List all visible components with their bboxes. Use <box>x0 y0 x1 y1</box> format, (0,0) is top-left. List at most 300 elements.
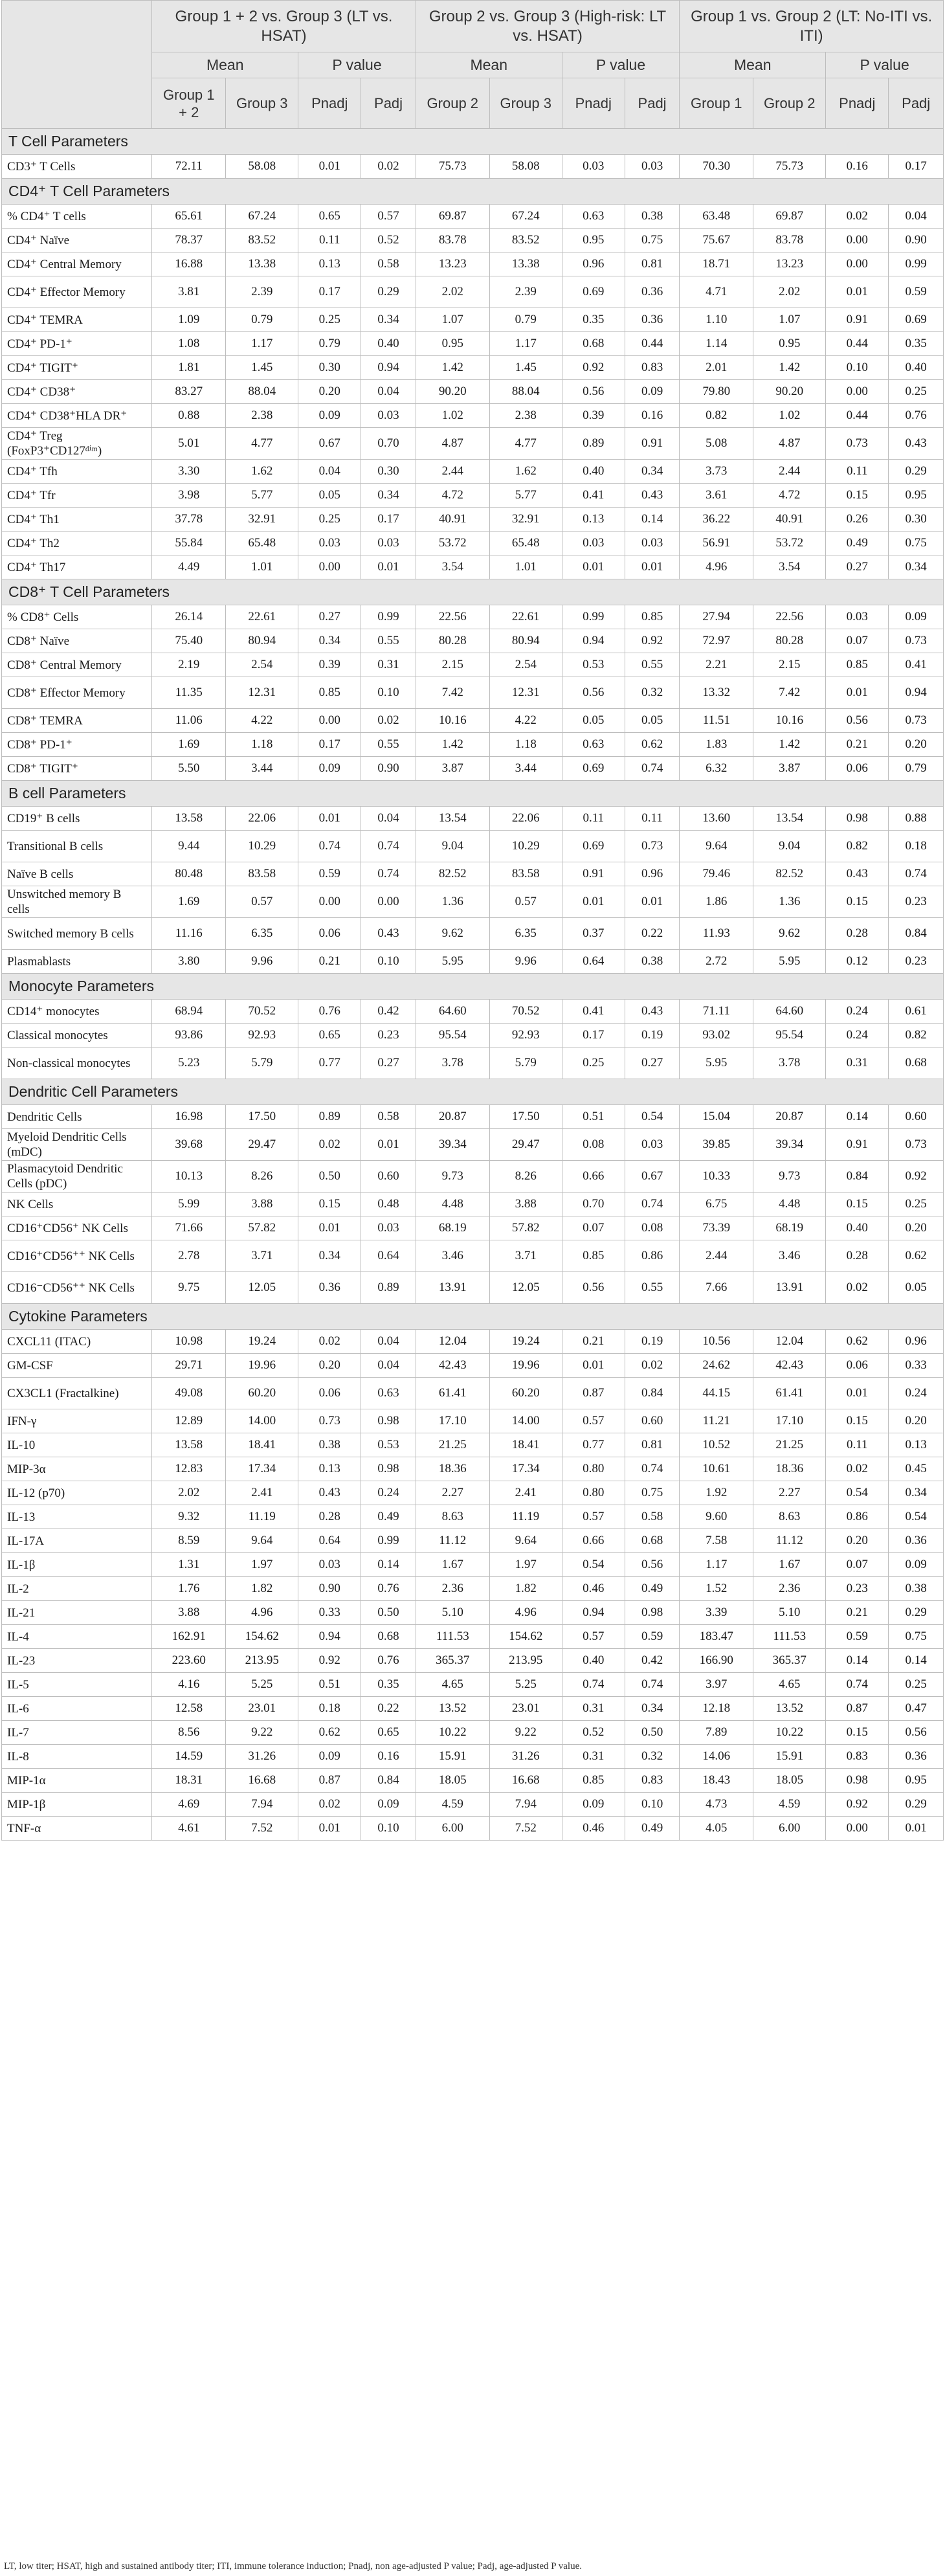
value-cell: 4.77 <box>226 428 298 460</box>
row-label: CD8⁺ Naïve <box>2 629 152 653</box>
value-cell: 0.01 <box>298 155 361 179</box>
value-cell: 0.04 <box>361 1330 416 1354</box>
value-cell: 2.39 <box>226 276 298 308</box>
value-cell: 0.01 <box>625 886 679 918</box>
value-cell: 20.87 <box>416 1105 489 1129</box>
value-cell: 0.38 <box>889 1577 944 1601</box>
table-row <box>2 155 944 179</box>
value-cell: 72.97 <box>680 629 753 653</box>
value-cell: 0.59 <box>889 276 944 308</box>
subheader-cell: Group 1 <box>680 78 753 129</box>
value-cell: 0.74 <box>625 1457 679 1481</box>
value-cell: 3.54 <box>753 555 826 579</box>
table-row <box>2 1024 944 1047</box>
value-cell: 0.31 <box>562 1745 625 1769</box>
value-cell: 0.55 <box>361 733 416 757</box>
value-cell: 3.97 <box>680 1673 753 1697</box>
value-cell: 0.34 <box>625 1697 679 1721</box>
value-cell: 0.69 <box>562 276 625 308</box>
value-cell: 0.25 <box>562 1047 625 1079</box>
table-row <box>2 831 944 862</box>
value-cell: 0.04 <box>361 807 416 831</box>
value-cell: 0.04 <box>361 1354 416 1378</box>
value-cell: 0.54 <box>562 1553 625 1577</box>
value-cell: 0.39 <box>562 404 625 428</box>
value-cell: 11.19 <box>226 1505 298 1529</box>
value-cell: 0.67 <box>625 1161 679 1193</box>
value-cell: 0.74 <box>826 1673 889 1697</box>
value-cell: 0.03 <box>361 532 416 555</box>
value-cell: 0.73 <box>298 1409 361 1433</box>
value-cell: 70.30 <box>680 155 753 179</box>
value-cell: 0.62 <box>889 1240 944 1272</box>
value-cell: 39.34 <box>753 1129 826 1161</box>
value-cell: 0.94 <box>562 1601 625 1625</box>
value-cell: 0.53 <box>562 653 625 677</box>
subheader-cell: Group 2 <box>416 78 489 129</box>
value-cell: 17.34 <box>226 1457 298 1481</box>
value-cell: 183.47 <box>680 1625 753 1649</box>
value-cell: 0.39 <box>298 653 361 677</box>
table-row <box>2 404 944 428</box>
value-cell: 0.10 <box>361 950 416 974</box>
value-cell: 0.68 <box>361 1625 416 1649</box>
value-cell: 0.13 <box>562 508 625 532</box>
value-cell: 0.34 <box>889 1481 944 1505</box>
value-cell: 2.38 <box>489 404 562 428</box>
value-cell: 0.68 <box>889 1047 944 1079</box>
value-cell: 80.94 <box>226 629 298 653</box>
value-cell: 2.39 <box>489 276 562 308</box>
value-cell: 58.08 <box>489 155 562 179</box>
value-cell: 11.21 <box>680 1409 753 1433</box>
subheader-cell: Pnadj <box>298 78 361 129</box>
value-cell: 0.79 <box>298 332 361 356</box>
value-cell: 0.02 <box>826 1272 889 1304</box>
value-cell: 78.37 <box>152 229 226 252</box>
value-cell: 0.95 <box>889 484 944 508</box>
value-cell: 0.90 <box>298 1577 361 1601</box>
table-row <box>2 733 944 757</box>
value-cell: 2.54 <box>226 653 298 677</box>
value-cell: 2.54 <box>489 653 562 677</box>
table-row <box>2 1649 944 1673</box>
value-cell: 2.36 <box>753 1577 826 1601</box>
row-label: CD4⁺ Effector Memory <box>2 276 152 308</box>
value-cell: 3.78 <box>753 1047 826 1079</box>
value-cell: 12.31 <box>226 677 298 709</box>
value-cell: 0.29 <box>361 276 416 308</box>
value-cell: 0.74 <box>625 757 679 781</box>
value-cell: 13.54 <box>416 807 489 831</box>
value-cell: 5.25 <box>489 1673 562 1697</box>
value-cell: 65.48 <box>226 532 298 555</box>
value-cell: 18.71 <box>680 252 753 276</box>
value-cell: 5.95 <box>680 1047 753 1079</box>
row-label: CD4⁺ CD38⁺ <box>2 380 152 404</box>
value-cell: 80.28 <box>416 629 489 653</box>
value-cell: 0.27 <box>625 1047 679 1079</box>
value-cell: 7.42 <box>753 677 826 709</box>
value-cell: 0.01 <box>361 555 416 579</box>
value-cell: 73.39 <box>680 1216 753 1240</box>
value-cell: 83.78 <box>416 229 489 252</box>
value-cell: 9.64 <box>489 1529 562 1553</box>
row-label: Transitional B cells <box>2 831 152 862</box>
value-cell: 3.81 <box>152 276 226 308</box>
value-cell: 75.73 <box>753 155 826 179</box>
value-cell: 0.98 <box>361 1409 416 1433</box>
value-cell: 0.28 <box>826 1240 889 1272</box>
value-cell: 0.90 <box>361 757 416 781</box>
value-cell: 0.01 <box>562 886 625 918</box>
value-cell: 5.99 <box>152 1193 226 1216</box>
value-cell: 0.34 <box>298 1240 361 1272</box>
value-cell: 0.74 <box>889 862 944 886</box>
value-cell: 3.46 <box>416 1240 489 1272</box>
value-cell: 0.64 <box>361 1240 416 1272</box>
value-cell: 4.48 <box>416 1193 489 1216</box>
value-cell: 0.05 <box>562 709 625 733</box>
value-cell: 2.78 <box>152 1240 226 1272</box>
value-cell: 42.43 <box>416 1354 489 1378</box>
value-cell: 2.15 <box>416 653 489 677</box>
row-label: % CD4⁺ T cells <box>2 205 152 229</box>
value-cell: 0.58 <box>361 1105 416 1129</box>
value-cell: 7.66 <box>680 1272 753 1304</box>
value-cell: 0.92 <box>298 1649 361 1673</box>
value-cell: 13.32 <box>680 677 753 709</box>
value-cell: 80.94 <box>489 629 562 653</box>
value-cell: 2.44 <box>753 460 826 484</box>
value-cell: 9.96 <box>226 950 298 974</box>
table-row <box>2 1697 944 1721</box>
value-cell: 0.94 <box>889 677 944 709</box>
value-cell: 0.83 <box>826 1745 889 1769</box>
value-cell: 8.56 <box>152 1721 226 1745</box>
value-cell: 0.00 <box>826 1817 889 1841</box>
value-cell: 2.02 <box>416 276 489 308</box>
value-cell: 0.09 <box>298 1745 361 1769</box>
value-cell: 29.71 <box>152 1354 226 1378</box>
value-cell: 0.68 <box>625 1529 679 1553</box>
value-cell: 29.47 <box>489 1129 562 1161</box>
value-cell: 0.57 <box>562 1505 625 1529</box>
value-cell: 0.20 <box>889 1216 944 1240</box>
value-cell: 6.35 <box>489 918 562 950</box>
value-cell: 6.32 <box>680 757 753 781</box>
value-cell: 0.06 <box>298 918 361 950</box>
table-row <box>2 1000 944 1024</box>
value-cell: 0.91 <box>826 308 889 332</box>
value-cell: 0.24 <box>826 1000 889 1024</box>
value-cell: 0.19 <box>625 1024 679 1047</box>
value-cell: 0.40 <box>361 332 416 356</box>
value-cell: 0.27 <box>298 605 361 629</box>
value-cell: 0.24 <box>361 1481 416 1505</box>
value-cell: 5.10 <box>416 1601 489 1625</box>
value-cell: 0.05 <box>889 1272 944 1304</box>
value-cell: 44.15 <box>680 1378 753 1409</box>
value-cell: 2.27 <box>753 1481 826 1505</box>
table-row <box>2 508 944 532</box>
value-cell: 1.62 <box>489 460 562 484</box>
value-cell: 0.09 <box>562 1793 625 1817</box>
header-mean-2: Mean <box>416 52 562 78</box>
header-group-comparison-3: Group 1 vs. Group 2 (LT: No-ITI vs. ITI) <box>680 1 944 52</box>
value-cell: 6.00 <box>416 1817 489 1841</box>
value-cell: 9.60 <box>680 1505 753 1529</box>
value-cell: 0.79 <box>226 308 298 332</box>
value-cell: 14.59 <box>152 1745 226 1769</box>
value-cell: 9.04 <box>416 831 489 862</box>
value-cell: 17.10 <box>753 1409 826 1433</box>
value-cell: 0.12 <box>826 950 889 974</box>
value-cell: 4.48 <box>753 1193 826 1216</box>
value-cell: 55.84 <box>152 532 226 555</box>
subheader-cell: Pnadj <box>562 78 625 129</box>
value-cell: 0.10 <box>361 677 416 709</box>
value-cell: 2.38 <box>226 404 298 428</box>
value-cell: 0.05 <box>298 484 361 508</box>
value-cell: 111.53 <box>753 1625 826 1649</box>
value-cell: 93.02 <box>680 1024 753 1047</box>
table-row <box>2 356 944 380</box>
value-cell: 1.08 <box>152 332 226 356</box>
table-row <box>2 1354 944 1378</box>
value-cell: 0.45 <box>889 1457 944 1481</box>
value-cell: 0.09 <box>889 1553 944 1577</box>
value-cell: 60.20 <box>226 1378 298 1409</box>
value-cell: 0.31 <box>826 1047 889 1079</box>
table-body <box>2 129 944 1841</box>
value-cell: 0.29 <box>889 460 944 484</box>
value-cell: 0.17 <box>361 508 416 532</box>
value-cell: 1.36 <box>753 886 826 918</box>
value-cell: 5.79 <box>226 1047 298 1079</box>
value-cell: 0.48 <box>361 1193 416 1216</box>
value-cell: 3.73 <box>680 460 753 484</box>
row-label: GM-CSF <box>2 1354 152 1378</box>
value-cell: 1.07 <box>416 308 489 332</box>
value-cell: 1.17 <box>680 1553 753 1577</box>
value-cell: 0.34 <box>889 555 944 579</box>
table-row <box>2 1272 944 1304</box>
value-cell: 0.02 <box>298 1793 361 1817</box>
value-cell: 5.95 <box>753 950 826 974</box>
row-label: Non-classical monocytes <box>2 1047 152 1079</box>
subheader-cell: Padj <box>625 78 679 129</box>
section-title: Monocyte Parameters <box>2 974 944 1000</box>
value-cell: 1.67 <box>416 1553 489 1577</box>
value-cell: 0.65 <box>361 1721 416 1745</box>
value-cell: 4.77 <box>489 428 562 460</box>
value-cell: 0.07 <box>562 1216 625 1240</box>
value-cell: 0.84 <box>361 1769 416 1793</box>
value-cell: 18.31 <box>152 1769 226 1793</box>
table-row <box>2 1553 944 1577</box>
value-cell: 11.16 <box>152 918 226 950</box>
value-cell: 13.91 <box>416 1272 489 1304</box>
value-cell: 2.19 <box>152 653 226 677</box>
value-cell: 2.36 <box>416 1577 489 1601</box>
value-cell: 0.28 <box>298 1505 361 1529</box>
value-cell: 1.62 <box>226 460 298 484</box>
value-cell: 82.52 <box>753 862 826 886</box>
value-cell: 0.85 <box>562 1769 625 1793</box>
row-label: CD8⁺ TIGIT⁺ <box>2 757 152 781</box>
value-cell: 0.98 <box>826 1769 889 1793</box>
value-cell: 11.93 <box>680 918 753 950</box>
value-cell: 4.59 <box>416 1793 489 1817</box>
value-cell: 4.61 <box>152 1817 226 1841</box>
value-cell: 5.25 <box>226 1673 298 1697</box>
value-cell: 0.99 <box>361 605 416 629</box>
value-cell: 0.03 <box>625 155 679 179</box>
table-row <box>2 1721 944 1745</box>
value-cell: 0.66 <box>562 1529 625 1553</box>
row-label: Unswitched memory B cells <box>2 886 152 918</box>
value-cell: 4.16 <box>152 1673 226 1697</box>
value-cell: 2.02 <box>753 276 826 308</box>
value-cell: 0.74 <box>562 1673 625 1697</box>
table-row <box>2 605 944 629</box>
value-cell: 0.32 <box>625 1745 679 1769</box>
value-cell: 0.23 <box>826 1577 889 1601</box>
value-cell: 3.80 <box>152 950 226 974</box>
value-cell: 0.85 <box>298 677 361 709</box>
value-cell: 0.01 <box>889 1817 944 1841</box>
value-cell: 2.02 <box>152 1481 226 1505</box>
header-group-comparison-1: Group 1 + 2 vs. Group 3 (LT vs. HSAT) <box>152 1 416 52</box>
value-cell: 13.58 <box>152 807 226 831</box>
value-cell: 3.78 <box>416 1047 489 1079</box>
value-cell: 0.73 <box>625 831 679 862</box>
value-cell: 79.46 <box>680 862 753 886</box>
value-cell: 0.14 <box>625 508 679 532</box>
table-row <box>2 677 944 709</box>
value-cell: 83.52 <box>226 229 298 252</box>
value-cell: 10.52 <box>680 1433 753 1457</box>
value-cell: 0.52 <box>361 229 416 252</box>
value-cell: 9.64 <box>680 831 753 862</box>
value-cell: 17.34 <box>489 1457 562 1481</box>
row-label: CD4⁺ Central Memory <box>2 252 152 276</box>
value-cell: 0.03 <box>826 605 889 629</box>
value-cell: 12.31 <box>489 677 562 709</box>
section-header-row <box>2 1304 944 1330</box>
value-cell: 0.36 <box>625 308 679 332</box>
value-cell: 3.44 <box>226 757 298 781</box>
value-cell: 2.44 <box>680 1240 753 1272</box>
value-cell: 0.06 <box>298 1378 361 1409</box>
value-cell: 0.30 <box>889 508 944 532</box>
value-cell: 0.01 <box>826 1378 889 1409</box>
value-cell: 22.56 <box>416 605 489 629</box>
header-group-comparison-2: Group 2 vs. Group 3 (High-risk: LT vs. HSAT) <box>416 1 680 52</box>
value-cell: 23.01 <box>226 1697 298 1721</box>
value-cell: 0.01 <box>361 1129 416 1161</box>
value-cell: 57.82 <box>226 1216 298 1240</box>
value-cell: 0.11 <box>562 807 625 831</box>
value-cell: 1.14 <box>680 332 753 356</box>
value-cell: 18.41 <box>489 1433 562 1457</box>
value-cell: 3.88 <box>152 1601 226 1625</box>
value-cell: 0.04 <box>889 205 944 229</box>
row-label: Plasmablasts <box>2 950 152 974</box>
value-cell: 0.17 <box>298 733 361 757</box>
value-cell: 3.39 <box>680 1601 753 1625</box>
value-cell: 0.00 <box>298 709 361 733</box>
value-cell: 1.86 <box>680 886 753 918</box>
value-cell: 0.69 <box>889 308 944 332</box>
value-cell: 3.54 <box>416 555 489 579</box>
value-cell: 4.96 <box>489 1601 562 1625</box>
value-cell: 0.88 <box>889 807 944 831</box>
value-cell: 13.38 <box>226 252 298 276</box>
value-cell: 0.29 <box>889 1793 944 1817</box>
value-cell: 60.20 <box>489 1378 562 1409</box>
value-cell: 0.35 <box>361 1673 416 1697</box>
value-cell: 10.22 <box>753 1721 826 1745</box>
value-cell: 64.60 <box>416 1000 489 1024</box>
value-cell: 0.76 <box>361 1577 416 1601</box>
value-cell: 0.09 <box>889 605 944 629</box>
value-cell: 0.98 <box>625 1601 679 1625</box>
value-cell: 16.68 <box>226 1769 298 1793</box>
value-cell: 0.80 <box>562 1481 625 1505</box>
row-label: Naïve B cells <box>2 862 152 886</box>
value-cell: 4.22 <box>489 709 562 733</box>
value-cell: 88.04 <box>489 380 562 404</box>
value-cell: 29.47 <box>226 1129 298 1161</box>
value-cell: 0.86 <box>826 1505 889 1529</box>
row-label: Plasmacytoid Dendritic Cells (pDC) <box>2 1161 152 1193</box>
value-cell: 0.49 <box>625 1817 679 1841</box>
value-cell: 21.25 <box>753 1433 826 1457</box>
row-label: MIP-1β <box>2 1793 152 1817</box>
value-cell: 2.27 <box>416 1481 489 1505</box>
value-cell: 0.92 <box>826 1793 889 1817</box>
value-cell: 0.05 <box>625 709 679 733</box>
value-cell: 5.79 <box>489 1047 562 1079</box>
value-cell: 0.57 <box>562 1409 625 1433</box>
value-cell: 1.42 <box>753 733 826 757</box>
value-cell: 3.61 <box>680 484 753 508</box>
section-header-row <box>2 179 944 205</box>
value-cell: 0.96 <box>625 862 679 886</box>
value-cell: 15.91 <box>416 1745 489 1769</box>
value-cell: 0.34 <box>625 460 679 484</box>
value-cell: 0.92 <box>889 1161 944 1193</box>
value-cell: 16.88 <box>152 252 226 276</box>
value-cell: 0.99 <box>889 252 944 276</box>
value-cell: 3.46 <box>753 1240 826 1272</box>
value-cell: 26.14 <box>152 605 226 629</box>
value-cell: 0.87 <box>562 1378 625 1409</box>
value-cell: 8.26 <box>489 1161 562 1193</box>
value-cell: 1.67 <box>753 1553 826 1577</box>
value-cell: 0.13 <box>298 1457 361 1481</box>
table-row <box>2 532 944 555</box>
value-cell: 0.33 <box>889 1354 944 1378</box>
value-cell: 5.08 <box>680 428 753 460</box>
value-cell: 0.74 <box>625 1673 679 1697</box>
value-cell: 0.00 <box>826 229 889 252</box>
value-cell: 3.87 <box>753 757 826 781</box>
value-cell: 39.85 <box>680 1129 753 1161</box>
value-cell: 82.52 <box>416 862 489 886</box>
